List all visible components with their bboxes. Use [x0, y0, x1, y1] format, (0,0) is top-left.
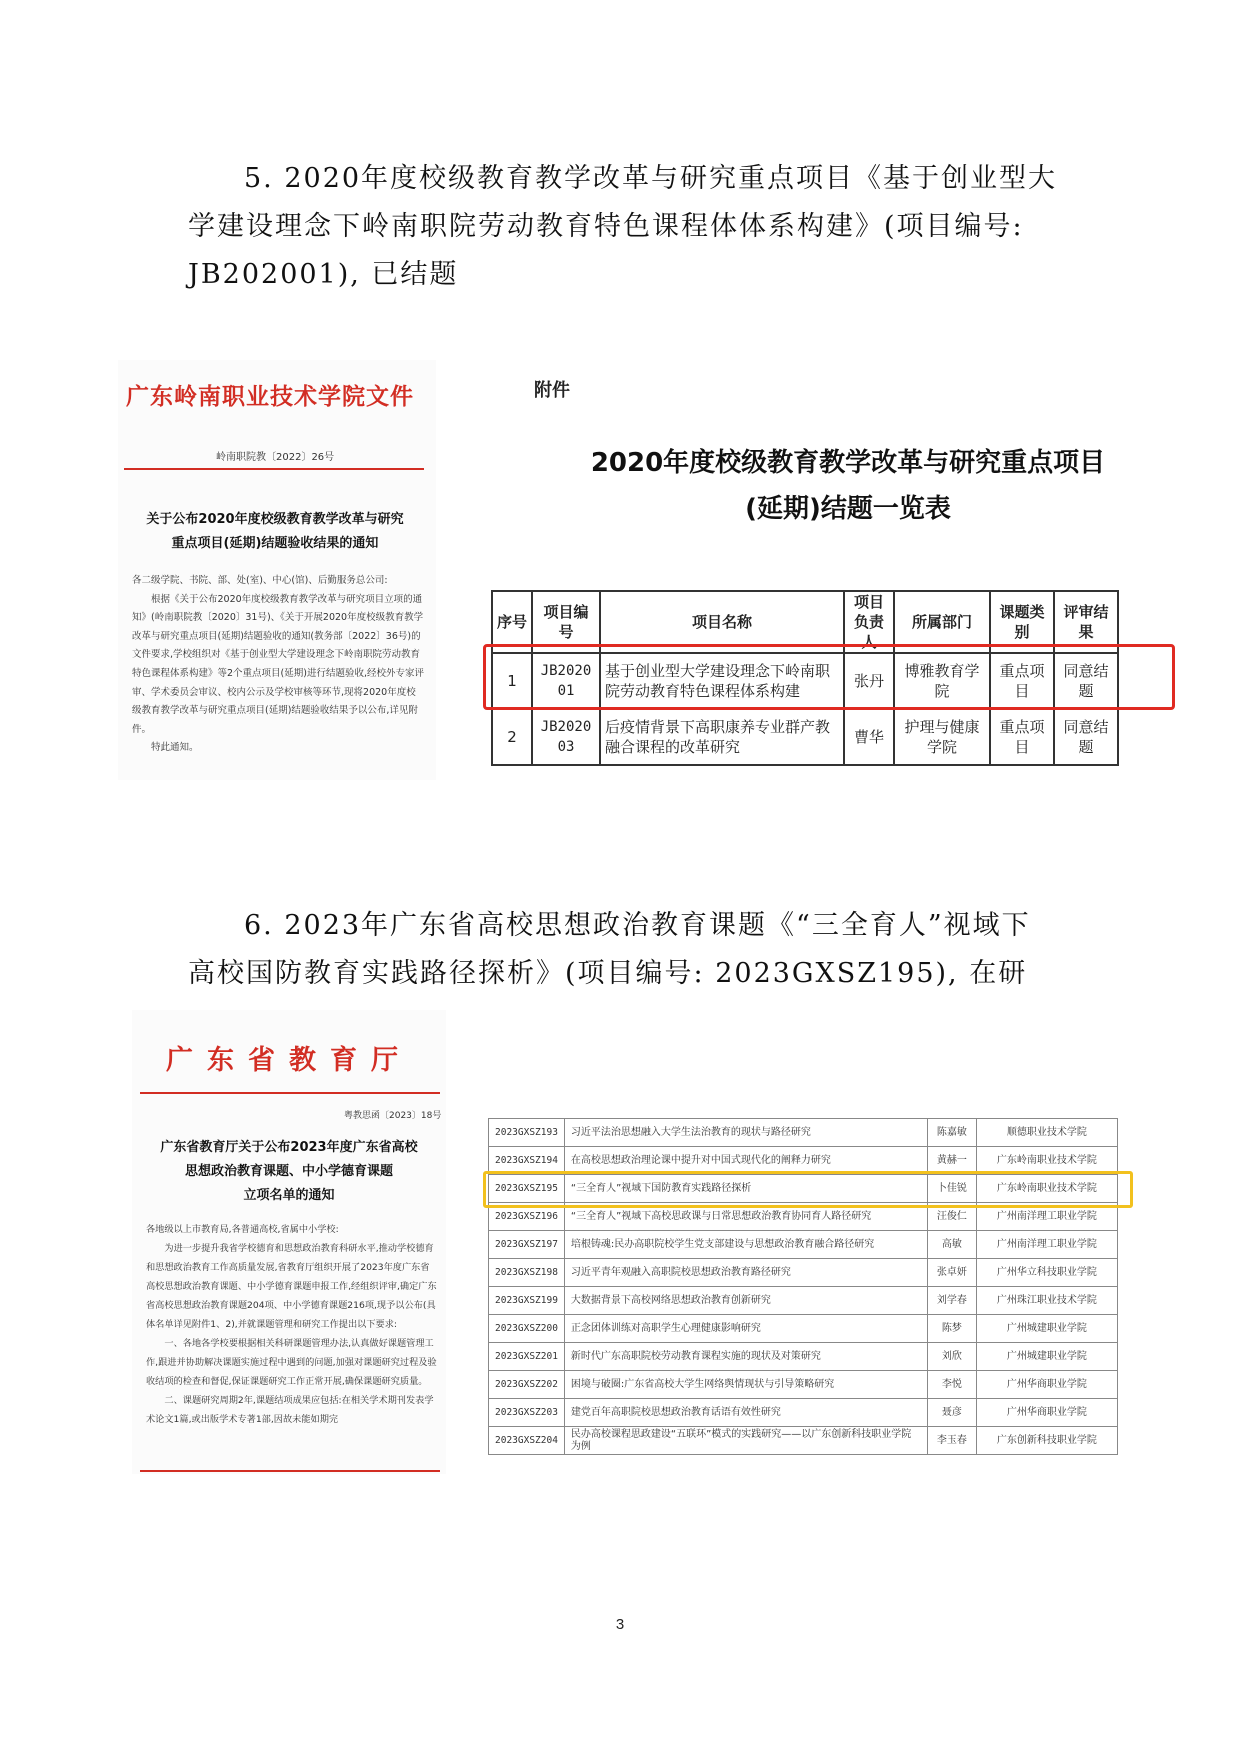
- list-cell-person: 卜佳锐: [927, 1175, 976, 1203]
- notice-1-header: 广东岭南职业技术学院文件: [126, 384, 414, 410]
- cell-no: 2: [492, 709, 532, 765]
- list-cell-code: 2023GXSZ201: [489, 1343, 565, 1371]
- list-cell-person: 刘学春: [927, 1287, 976, 1315]
- list-cell-org: 广州珠江职业技术学院: [976, 1287, 1117, 1315]
- paragraph-5: [188, 155, 1068, 299]
- list-cell-title: 新时代广东高职院校劳动教育课程实施的现状及对策研究: [564, 1343, 927, 1371]
- notice-2-bottom-rule: [140, 1470, 440, 1472]
- list-row: [489, 1343, 1118, 1371]
- notice-1-title: [122, 508, 428, 556]
- notice-1-body: [132, 572, 424, 758]
- list-cell-code: 2023GXSZ203: [489, 1399, 565, 1427]
- list-cell-code: 2023GXSZ198: [489, 1259, 565, 1287]
- cell-dept: 博雅教育学院: [894, 653, 990, 709]
- red-highlight-box: [483, 644, 1175, 710]
- list-cell-title: 建党百年高职院校思想政治教育话语有效性研究: [564, 1399, 927, 1427]
- header-result: 评审结果: [1054, 591, 1118, 653]
- header-dept: 所属部门: [894, 591, 990, 653]
- notice-1-title-line-2: 重点项目(延期)结题验收结果的通知: [171, 536, 379, 551]
- list-cell-code: 2023GXSZ193: [489, 1119, 565, 1147]
- cell-category: 重点项目: [990, 653, 1054, 709]
- cell-result: 同意结题: [1054, 653, 1118, 709]
- list-cell-org: 广州华商职业学院: [976, 1399, 1117, 1427]
- list-cell-org: 广东创新科技职业学院: [976, 1427, 1117, 1455]
- list-cell-title: 正念团体训练对高职学生心理健康影响研究: [564, 1315, 927, 1343]
- cell-dept: 护理与健康学院: [894, 709, 990, 765]
- list-row: [489, 1287, 1118, 1315]
- list-cell-org: 广州城建职业学院: [976, 1315, 1117, 1343]
- yellow-highlight-box: [483, 1171, 1133, 1208]
- list-cell-org: 广东岭南职业技术学院: [976, 1175, 1117, 1203]
- notice-2-body: [146, 1220, 438, 1429]
- list-cell-person: 刘欣: [927, 1343, 976, 1371]
- list-cell-code: 2023GXSZ197: [489, 1231, 565, 1259]
- list-cell-title: “三全育人”视域下国防教育实践路径探析: [564, 1175, 927, 1203]
- list-cell-org: 广州华立科技职业学院: [976, 1259, 1117, 1287]
- list-cell-title: 习近平法治思想融入大学生法治教育的现状与路径研究: [564, 1119, 927, 1147]
- list-cell-org: 广东岭南职业技术学院: [976, 1147, 1117, 1175]
- notice-1-closing: 特此通知。: [151, 742, 199, 754]
- cell-lead: 曹华: [844, 709, 894, 765]
- cell-code: JB202003: [532, 709, 600, 765]
- attachment-1-title: [528, 440, 1168, 532]
- notice-2-red-rule: [140, 1092, 440, 1094]
- notice-2-doc-number: 粤教思函〔2023〕18号: [344, 1111, 442, 1121]
- list-cell-person: 陈嘉敏: [927, 1119, 976, 1147]
- page-number: 3: [615, 1616, 625, 1633]
- list-cell-person: 陈梦: [927, 1315, 976, 1343]
- header-lead: 项目负责人: [844, 591, 894, 653]
- list-cell-title: 培根铸魂:民办高职院校学生党支部建设与思想政治教育融合路径研究: [564, 1231, 927, 1259]
- list-cell-title: 困境与破圈:广东省高校大学生网络舆情现状与引导策略研究: [564, 1371, 927, 1399]
- cell-lead: 张丹: [844, 653, 894, 709]
- notice-2-title-line-3: 立项名单的通知: [243, 1188, 335, 1203]
- notice-2-item-1: 一、各地各学校要根据相关科研课题管理办法,认真做好课题管理工作,跟进并协助解决课题实施过程中遇到的问题,加强对课题研究过程及验收结项的检查和督促,保证课题研究工作正常开展,确保课题研究质量。: [146, 1338, 437, 1387]
- notice-1-red-rule: [124, 468, 424, 470]
- list-cell-title: 在高校思想政治理论课中提升对中国式现代化的阐释力研究: [564, 1147, 927, 1175]
- notice-2-title-line-2: 思想政治教育课题、中小学德育课题: [184, 1164, 393, 1179]
- attachment-1-title-line-1: 2020年度校级教育教学改革与研究重点项目: [590, 448, 1106, 478]
- notice-1-body-text: 根据《关于公布2020年度校级教育教学改革与研究项目立项的通知》(岭南职院教〔2020〕31号)、《关于开展2020年度校级教育教学改革与研究重点项目(延期)结题验收的通知(教务部〔2022〕36号)的文件要求,学校组织对《基于创业型大学建设理念下岭南职院劳动教育特色课程体系构建》等2个重点项目(延期)进行结题验收,经校外专家评审、学术委员会审议、校内公示及学校审核等环节,现将2020年度校级教育教学改革与研究重点项目(延期)结题验收结果予以公布,详见附件。: [132, 593, 424, 735]
- list-cell-title: 大数据背景下高校网络思想政治教育创新研究: [564, 1287, 927, 1315]
- notice-1-title-line-1: 关于公布2020年度校级教育教学改革与研究: [146, 512, 404, 527]
- list-cell-title: 民办高校课程思政建设“五联环”模式的实践研究——以广东创新科技职业学院为例: [564, 1427, 927, 1455]
- paragraph-5-line-3: JB202001), 已结题: [188, 259, 459, 290]
- list-row: [489, 1427, 1118, 1455]
- header-code: 项目编号: [532, 591, 600, 653]
- project-list-table: [488, 1118, 1118, 1455]
- notice-1-addressee: 各二级学院、书院、部、处(室)、中心(馆)、后勤服务总公司:: [132, 575, 388, 586]
- header-category: 课题类别: [990, 591, 1054, 653]
- list-cell-org: 广州南洋理工职业学院: [976, 1203, 1117, 1231]
- attachment-1-title-line-2: (延期)结题一览表: [745, 494, 951, 524]
- cell-category: 重点项目: [990, 709, 1054, 765]
- list-cell-org: 广州城建职业学院: [976, 1343, 1117, 1371]
- cell-name: 基于创业型大学建设理念下岭南职院劳动教育特色课程体系构建: [600, 653, 844, 709]
- list-row: [489, 1315, 1118, 1343]
- notice-2-addressee: 各地级以上市教育局,各普通高校,省属中小学校:: [146, 1224, 339, 1235]
- cell-code: JB202001: [532, 653, 600, 709]
- list-cell-title: “三全育人”视域下高校思政课与日常思想政治教育协同育人路径研究: [564, 1203, 927, 1231]
- notice-2-body-text: 为进一步提升我省学校德育和思想政治教育科研水平,推动学校德育和思想政治教育工作高质量发展,省教育厅组织开展了2023年度广东省高校思想政治教育课题、中小学德育课题申报工作,经组织评审,确定广东省高校思想政治教育课题204项、中小学德育课题216项,现予以公布(具体名单详见附件1、2),并就课题管理和研究工作提出以下要求:: [146, 1243, 437, 1330]
- cell-result: 同意结题: [1054, 709, 1118, 765]
- list-cell-person: 高敏: [927, 1231, 976, 1259]
- list-cell-person: 张卓妍: [927, 1259, 976, 1287]
- list-cell-person: 李悦: [927, 1371, 976, 1399]
- list-cell-code: 2023GXSZ202: [489, 1371, 565, 1399]
- cell-name: 后疫情背景下高职康养专业群产教融合课程的改革研究: [600, 709, 844, 765]
- notice-2-item-2: 二、课题研究周期2年,课题结项成果应包括:在相关学术期刊发表学术论文1篇,或出版学术专著1部,因故未能如期完: [146, 1395, 434, 1425]
- notice-2-title-line-1: 广东省教育厅关于公布2023年度广东省高校: [160, 1140, 418, 1155]
- list-row: [489, 1119, 1118, 1147]
- paragraph-5-line-1: 5. 2020年度校级教育教学改革与研究重点项目《基于创业型大: [244, 163, 1058, 194]
- list-cell-code: 2023GXSZ194: [489, 1147, 565, 1175]
- paragraph-6-line-1: 6. 2023年广东省高校思想政治教育课题《“三全育人”视域下: [244, 910, 1031, 941]
- list-cell-org: 顺德职业技术学院: [976, 1119, 1117, 1147]
- list-cell-title: 习近平青年观融入高职院校思想政治教育路径研究: [564, 1259, 927, 1287]
- paragraph-6: [188, 902, 1068, 998]
- list-row: [489, 1259, 1118, 1287]
- list-row: [489, 1371, 1118, 1399]
- paragraph-6-line-2: 高校国防教育实践路径探析》(项目编号: 2023GXSZ195), 在研: [188, 958, 1028, 989]
- notice-2-scan: [132, 1010, 446, 1474]
- notice-2-title: [136, 1136, 442, 1208]
- list-cell-person: 黄赫一: [927, 1147, 976, 1175]
- list-cell-code: 2023GXSZ200: [489, 1315, 565, 1343]
- list-cell-person: 汪俊仁: [927, 1203, 976, 1231]
- list-row: [489, 1399, 1118, 1427]
- notice-2-header: 广东省教育厅: [166, 1045, 412, 1076]
- table-row: [492, 709, 1118, 765]
- list-cell-code: 2023GXSZ196: [489, 1203, 565, 1231]
- list-cell-code: 2023GXSZ195: [489, 1175, 565, 1203]
- header-no: 序号: [492, 591, 532, 653]
- list-cell-person: 李玉春: [927, 1427, 976, 1455]
- notice-1-doc-number: 岭南职院教〔2022〕26号: [216, 452, 335, 463]
- header-name: 项目名称: [600, 591, 844, 653]
- list-row: [489, 1231, 1118, 1259]
- list-cell-code: 2023GXSZ204: [489, 1427, 565, 1455]
- list-cell-org: 广州华商职业学院: [976, 1371, 1117, 1399]
- cell-no: 1: [492, 653, 532, 709]
- list-cell-code: 2023GXSZ199: [489, 1287, 565, 1315]
- list-cell-org: 广州南洋理工职业学院: [976, 1231, 1117, 1259]
- list-cell-person: 聂彦: [927, 1399, 976, 1427]
- attachment-1-label: 附件: [534, 380, 570, 401]
- paragraph-5-line-2: 学建设理念下岭南职院劳动教育特色课程体体系构建》(项目编号:: [188, 211, 1024, 242]
- notice-1-scan: [118, 360, 436, 780]
